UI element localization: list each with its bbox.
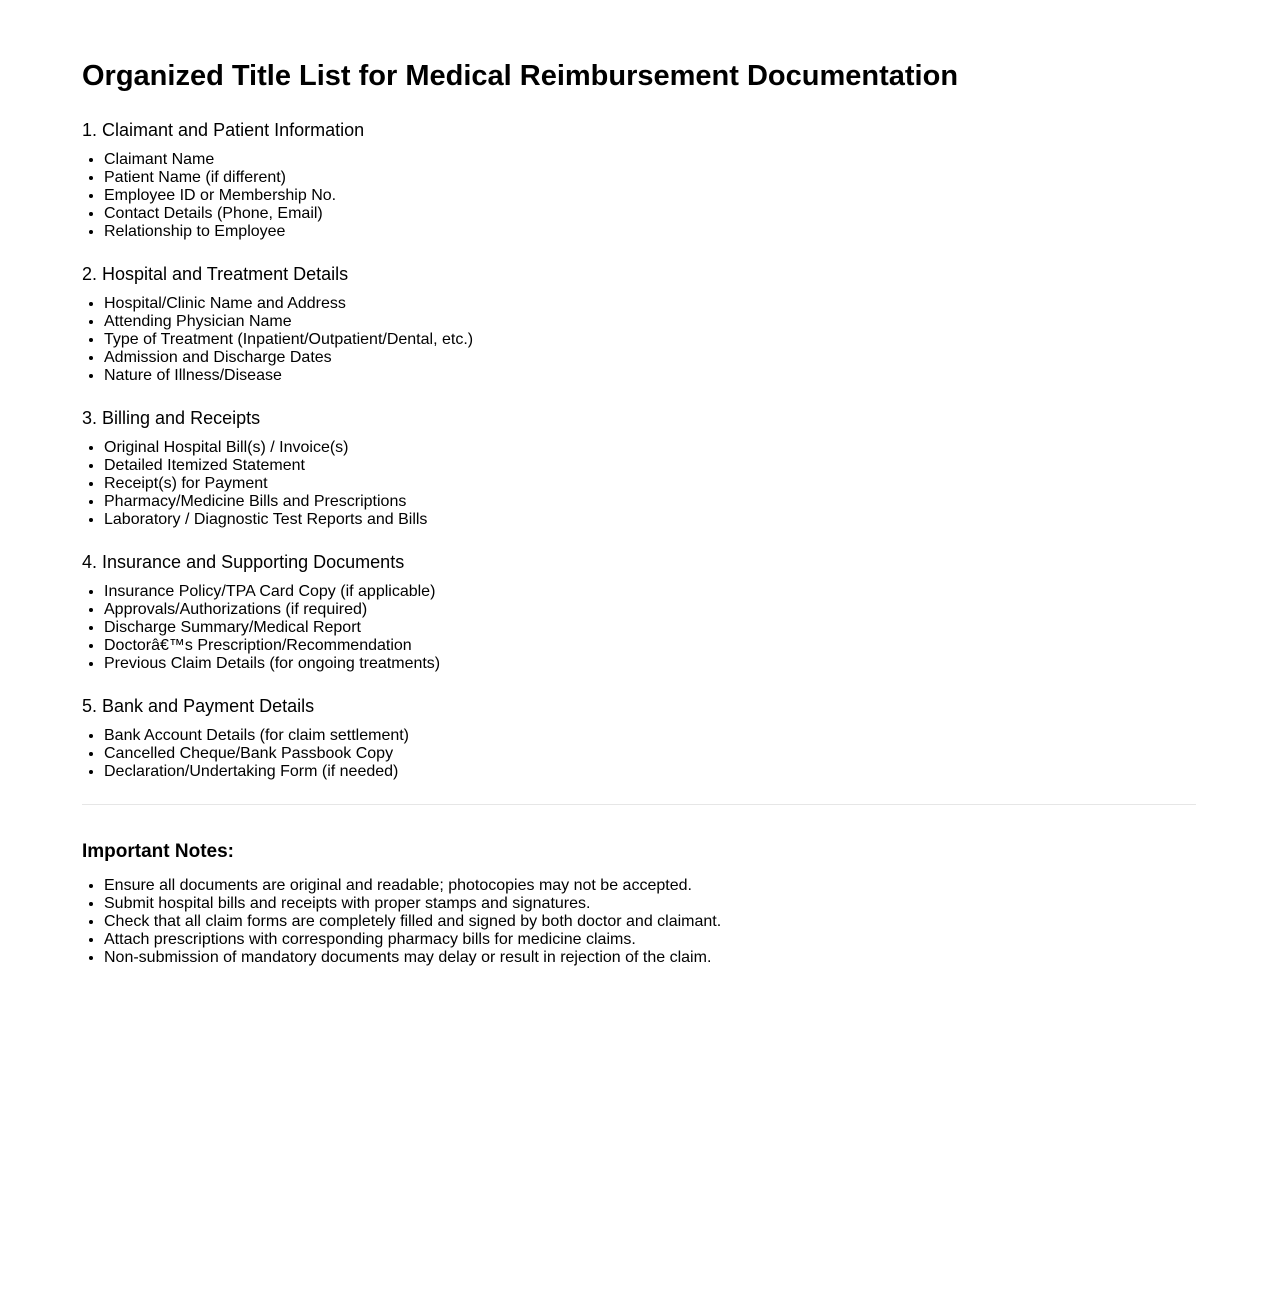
list-item: • Original Hospital Bill(s) / Invoice(s) [104, 439, 1196, 457]
list-item: • Pharmacy/Medicine Bills and Prescriptions [104, 493, 1196, 511]
list-item: • Insurance Policy/TPA Card Copy (if applicable) [104, 583, 1196, 601]
list-item: • Contact Details (Phone, Email) [104, 205, 1196, 223]
list-item: • Type of Treatment (Inpatient/Outpatient/Dental, etc.) [104, 331, 1196, 349]
section-5-list [82, 727, 1196, 781]
list-item: • Approvals/Authorizations (if required) [104, 601, 1196, 619]
section-claimant-patient-information [82, 120, 1196, 241]
list-item: • Claimant Name [104, 151, 1196, 169]
list-item: • Admission and Discharge Dates [104, 349, 1196, 367]
important-notes-section [82, 841, 1196, 967]
page-title: Organized Title List for Medical Reimbursement Documentation [82, 60, 959, 92]
section-insurance-supporting-documents [82, 552, 1196, 673]
list-item: • Nature of Illness/Disease [104, 367, 1196, 385]
section-4-list [82, 583, 1196, 673]
section-3-list [82, 439, 1196, 529]
list-item: • Doctorâ€™s Prescription/Recommendation [104, 637, 1196, 655]
list-item: • Submit hospital bills and receipts with proper stamps and signatures. [104, 895, 1196, 913]
list-item: • Patient Name (if different) [104, 169, 1196, 187]
list-item: • Receipt(s) for Payment [104, 475, 1196, 493]
list-item: • Attending Physician Name [104, 313, 1196, 331]
important-notes-heading: Important Notes: [82, 841, 234, 862]
section-4-heading: 4. Insurance and Supporting Documents [82, 552, 405, 572]
list-item: • Laboratory / Diagnostic Test Reports and Bills [104, 511, 1196, 529]
section-hospital-treatment-details [82, 264, 1196, 385]
important-notes-list [82, 877, 1196, 967]
section-bank-payment-details [82, 696, 1196, 781]
list-item: • Relationship to Employee [104, 223, 1196, 241]
section-1-heading: 1. Claimant and Patient Information [82, 120, 365, 140]
list-item: • Discharge Summary/Medical Report [104, 619, 1196, 637]
section-3-heading: 3. Billing and Receipts [82, 408, 261, 428]
list-item: • Employee ID or Membership No. [104, 187, 1196, 205]
list-item: • Previous Claim Details (for ongoing treatments) [104, 655, 1196, 673]
list-item: • Non-submission of mandatory documents may delay or result in rejection of the claim. [104, 949, 1196, 967]
list-item: • Cancelled Cheque/Bank Passbook Copy [104, 745, 1196, 763]
section-divider [82, 804, 1196, 805]
list-item: • Detailed Itemized Statement [104, 457, 1196, 475]
list-item: • Check that all claim forms are completely filled and signed by both doctor and claimant. [104, 913, 1196, 931]
section-billing-receipts [82, 408, 1196, 529]
section-5-heading: 5. Bank and Payment Details [82, 696, 315, 716]
list-item: • Ensure all documents are original and readable; photocopies may not be accepted. [104, 877, 1196, 895]
section-2-heading: 2. Hospital and Treatment Details [82, 264, 349, 284]
section-2-list [82, 295, 1196, 385]
list-item: • Hospital/Clinic Name and Address [104, 295, 1196, 313]
list-item: • Attach prescriptions with corresponding pharmacy bills for medicine claims. [104, 931, 1196, 949]
list-item: • Bank Account Details (for claim settlement) [104, 727, 1196, 745]
section-1-list [82, 151, 1196, 241]
list-item: • Declaration/Undertaking Form (if needed) [104, 763, 1196, 781]
